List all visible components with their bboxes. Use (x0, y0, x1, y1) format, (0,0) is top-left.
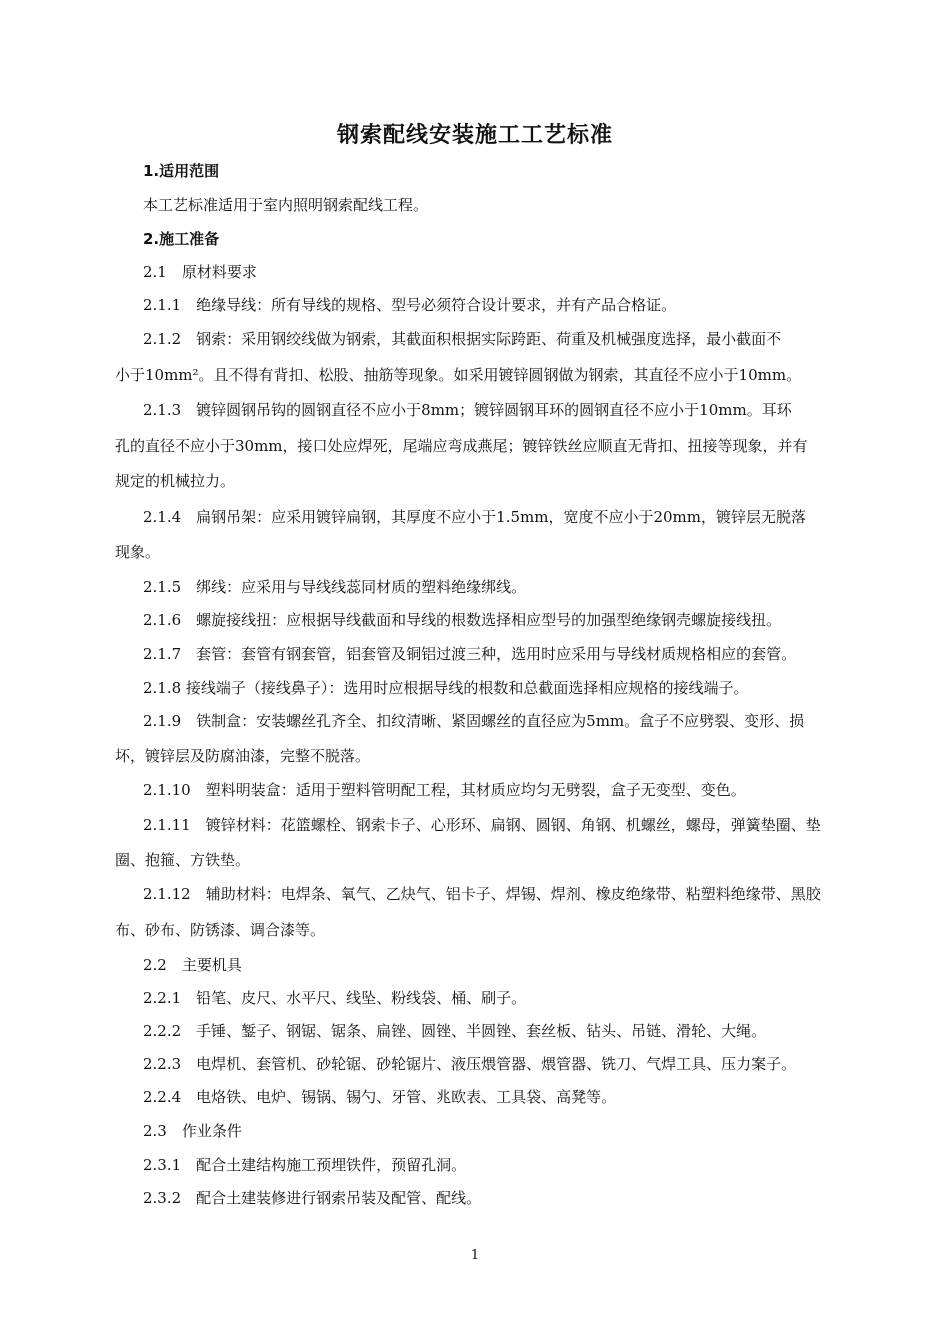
paragraph-line: 2.1.5 绑线：应采用与导线线蕊同材质的塑料绝缘绑线。 (143, 578, 527, 596)
paragraph-line: 圈、抱箍、方铁垫。 (115, 851, 251, 869)
page-number: 1 (470, 1248, 480, 1263)
paragraph-line: 2.3.2 配合土建装修进行钢索吊装及配管、配线。 (143, 1189, 482, 1207)
paragraph-line: 2.1.7 套管：套管有钢套管，铝套管及铜铝过渡三种，选用时应采用与导线材质规格相应的套管。 (143, 645, 797, 663)
paragraph-line: 现象。 (115, 543, 161, 561)
paragraph-line: 孔的直径不应小于30mm，接口处应焊死，尾端应弯成燕尾；镀锌铁丝应顺直无背扣、扭接等现象，并有 (115, 437, 808, 455)
section-heading-2: 2.施工准备 (143, 230, 220, 248)
paragraph-line: 2.1.4 扁钢吊架：应采用镀锌扁钢，其厚度不应小于1.5mm，宽度不应小于20mm，镀锌层无脱落 (143, 508, 807, 526)
paragraph-line: 2.2.1 铅笔、皮尺、水平尺、线坠、粉线袋、桶、刷子。 (143, 989, 527, 1007)
paragraph-line: 规定的机械拉力。 (115, 472, 236, 490)
paragraph-line: 2.2.3 电焊机、套管机、砂轮锯、砂轮锯片、液压煨管器、煨管器、铣刀、气焊工具、压力案子。 (143, 1055, 797, 1073)
paragraph-line: 小于10mm²。且不得有背扣、松股、抽筋等现象。如采用镀锌圆钢做为钢索，其直径不应小于10mm。 (115, 366, 802, 384)
document-title: 钢索配线安装施工工艺标准 (336, 123, 613, 148)
paragraph-line: 坏，镀锌层及防腐油漆，完整不脱落。 (115, 747, 371, 765)
paragraph-line: 2.1.10 塑料明装盒：适用于塑料管明配工程，其材质应均匀无劈裂，盒子无变型、变色。 (143, 781, 746, 799)
subsection-heading: 2.3 作业条件 (143, 1122, 242, 1140)
paragraph-line: 2.1.6 螺旋接线扭：应根据导线截面和导线的根数选择相应型号的加强型绝缘钢壳螺旋接线扭。 (143, 611, 782, 629)
paragraph-line: 2.3.1 配合土建结构施工预埋铁件，预留孔洞。 (143, 1156, 467, 1174)
paragraph-line: 2.1.12 辅助材料：电焊条、氧气、乙炔气、铝卡子、焊锡、焊剂、橡皮绝缘带、粘塑料绝缘带、黑胶 (143, 885, 821, 903)
paragraph-line: 2.1.2 钢索：采用钢绞线做为钢索，其截面积根据实际跨距、荷重及机械强度选择，最小截面不 (143, 330, 782, 348)
paragraph-line: 2.1.8 接线端子（接线鼻子）：选用时应根据导线的根数和总截面选择相应规格的接线端子。 (143, 679, 749, 697)
paragraph-line: 本工艺标准适用于室内照明钢索配线工程。 (143, 196, 429, 214)
subsection-heading: 2.1 原材料要求 (143, 263, 257, 281)
paragraph-line: 2.1.9 铁制盒：安装螺丝孔齐全、扣纹清晰、紧固螺丝的直径应为5mm。盒子不应劈裂、变形、损 (143, 712, 805, 730)
paragraph-line: 2.2.4 电烙铁、电炉、锡锅、锡勺、牙管、兆欧表、工具袋、高凳等。 (143, 1088, 617, 1106)
section-heading-1: 1.适用范围 (143, 162, 220, 180)
paragraph-line: 2.1.11 镀锌材料：花篮螺栓、钢索卡子、心形环、扁钢、圆钢、角钢、机螺丝，螺母，弹簧垫圈、垫 (143, 816, 821, 834)
paragraph-line: 2.1.3 镀锌圆钢吊钩的圆钢直径不应小于8mm；镀锌圆钢耳环的圆钢直径不应小于10mm。耳环 (143, 401, 792, 419)
subsection-heading: 2.2 主要机具 (143, 956, 242, 974)
paragraph-line: 2.1.1 绝缘导线：所有导线的规格、型号必须符合设计要求，并有产品合格证。 (143, 296, 677, 314)
paragraph-line: 2.2.2 手锤、錾子、钢锯、锯条、扁锉、圆锉、半圆锉、套丝板、钻头、吊链、滑轮、大绳。 (143, 1022, 767, 1040)
paragraph-line: 布、砂布、防锈漆、调合漆等。 (115, 921, 326, 939)
